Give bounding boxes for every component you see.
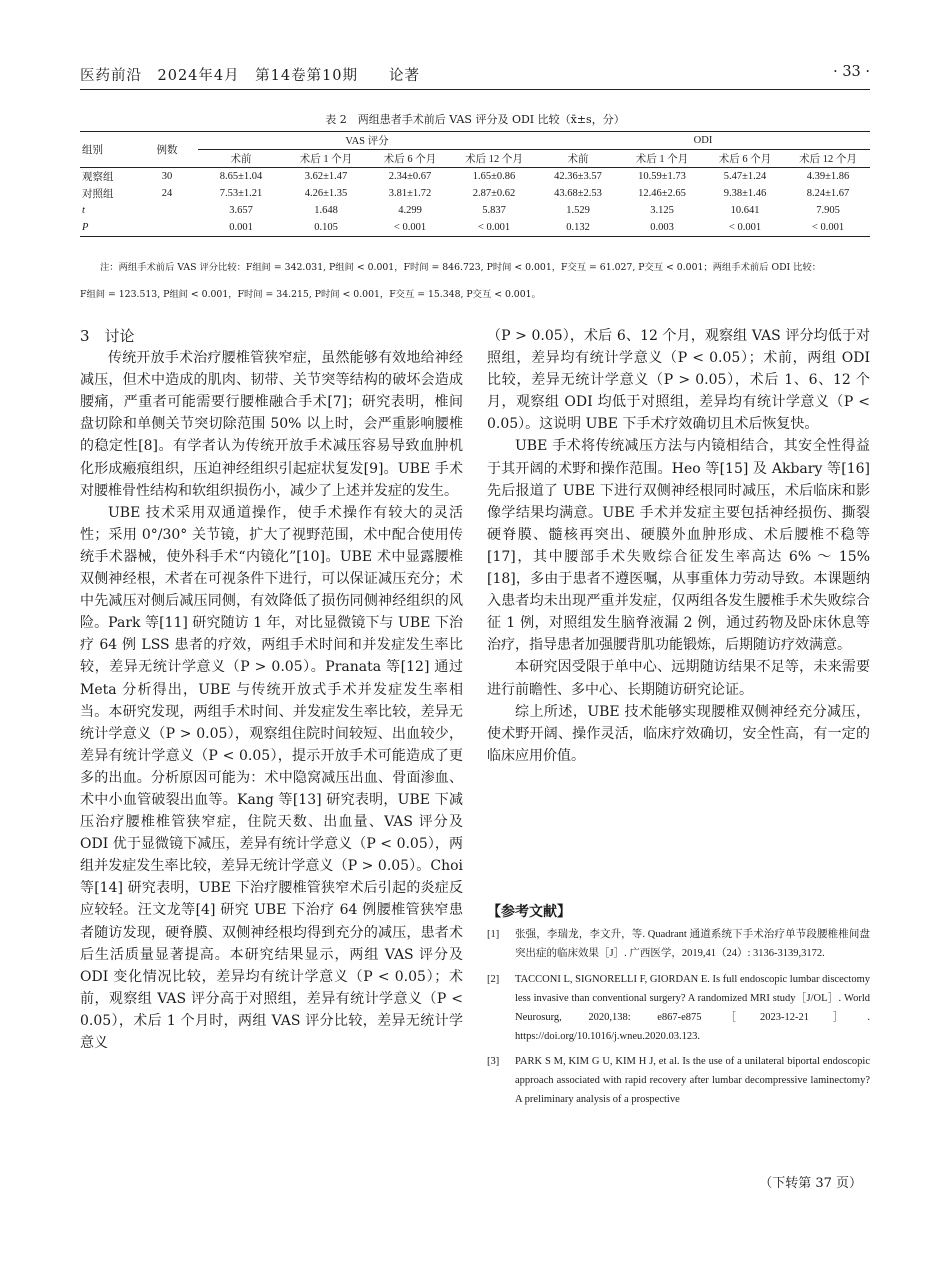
reference-text: PARK S M, KIM G U, KIM H J, et al. Is the use of a unilateral biportal endoscopic approach associated with rapid recovery after lumbar decompressive laminectomy? A preliminary analysis of a prospective xyxy=(515,1056,870,1106)
table-cell xyxy=(136,202,198,219)
table-cell: 10.59±1.73 xyxy=(638,171,686,182)
paragraph-1: 传统开放手术治疗腰椎管狭窄症，虽然能够有效地给神经减压，但术中造成的肌肉、韧带、关节突等结构的破坏会造成腰痛，严重者可能需要行腰椎融合手术[7]；研究表明，椎间盘切除和单侧关节突切除范围 50% 以上时，会严重影响腰椎的稳定性[8]。有学者认为传统开放手术减压容易导致血肿机化形成瘢痕组织，压迫神经组织引起症状复发[9]。UBE 手术对腰椎骨性结构和软组织损伤小，减少了上述并发症的发生。 xyxy=(80,350,463,499)
table-cell: 9.38±1.46 xyxy=(723,188,767,199)
header-odi-1m: 术后 1 个月 xyxy=(620,150,704,168)
header-vas-pre: 术前 xyxy=(198,150,284,168)
continued-note: （下转第 37 页） xyxy=(759,1176,862,1191)
table-cell: 3.657 xyxy=(229,205,253,216)
table-row xyxy=(80,219,870,237)
header-group: 组别 xyxy=(80,132,136,168)
reference-item xyxy=(487,926,870,964)
table-note-line1: 注：两组手术前后 VAS 评分比较：F组间 = 342.031, P组间 < 0.001，F时间 = 846.723, P时间 < 0.001，F交互 = 61.027, P交互 < 0.001；两组手术前后 ODI 比较： xyxy=(100,262,822,273)
table-cell: < 0.001 xyxy=(786,219,870,237)
header-rule xyxy=(80,89,870,90)
header-vas: VAS 评分 xyxy=(198,132,536,150)
table-cell: 2.34±0.67 xyxy=(388,171,432,182)
reference-list xyxy=(487,926,870,1117)
reference-item xyxy=(487,971,870,1047)
table-cell: < 0.001 xyxy=(368,219,452,237)
table-row xyxy=(80,202,870,219)
header-vas-12m: 术后 12 个月 xyxy=(452,150,536,168)
reference-text: 张强，李瑞龙，李文升，等. Quadrant 通道系统下手术治疗单节段腰椎椎间盘突出症的临床效果［J］. 广西医学，2019,41（24）: 3136-3139,3172. xyxy=(515,929,870,959)
table-caption: 表 2 两组患者手术前后 VAS 评分及 ODI 比较（x̄±s，分） xyxy=(325,113,625,126)
paragraph-2-continued: （P > 0.05），术后 6、12 个月，观察组 VAS 评分均低于对照组，差异均有统计学意义（P < 0.05）；术前，两组 ODI 比较，差异无统计学意义（P > 0.05），术后 1、6、12 个月，观察组 ODI 均低于对照组，差异均有统计学意义（P < 0.05）。这说明 UBE 下手术疗效确切且术后恢复快。 xyxy=(487,328,870,433)
table-cell: 5.837 xyxy=(482,205,506,216)
reference-number: [1] xyxy=(487,929,500,940)
table-cell: 10.641 xyxy=(730,205,760,216)
table-cell: < 0.001 xyxy=(704,219,786,237)
running-header xyxy=(80,64,870,86)
header-vas-6m: 术后 6 个月 xyxy=(368,150,452,168)
table-cell: 对照组 xyxy=(82,189,114,200)
table-cell: 2.87±0.62 xyxy=(472,188,516,199)
table-cell: 4.39±1.86 xyxy=(806,171,850,182)
table-cell: 7.905 xyxy=(816,205,840,216)
page-number: · 33 · xyxy=(833,64,870,80)
table-cell: 24 xyxy=(161,188,173,199)
table-cell: 3.81±1.72 xyxy=(388,188,432,199)
table-cell: < 0.001 xyxy=(452,219,536,237)
table-cell: 0.132 xyxy=(536,219,620,237)
table-cell: 0.105 xyxy=(284,219,368,237)
section-heading: 3 讨论 xyxy=(80,327,135,345)
table-cell: 4.26±1.35 xyxy=(304,188,348,199)
table-cell: 1.65±0.86 xyxy=(472,171,516,182)
table-cell: 0.003 xyxy=(620,219,704,237)
vas-odi-table xyxy=(80,131,870,237)
right-column xyxy=(487,325,870,767)
table-row xyxy=(80,168,870,186)
table-cell: 12.46±2.65 xyxy=(638,188,686,199)
references-heading: 【参考文献】 xyxy=(487,904,571,920)
table-cell xyxy=(136,219,198,237)
table-cell: P xyxy=(80,219,136,237)
table-cell: 3.62±1.47 xyxy=(304,171,348,182)
table-cell: 8.65±1.04 xyxy=(219,171,263,182)
table-cell: 观察组 xyxy=(82,172,114,183)
table-cell: 3.125 xyxy=(650,205,674,216)
reference-number: [2] xyxy=(487,973,500,985)
table-cell: 30 xyxy=(161,171,173,182)
reference-text: TACCONI L, SIGNORELLI F, GIORDAN E. Is full endoscopic lumbar discectomy less invasive than conventional surgery? A randomized MRI study［J/OL］. World Neurosurg, 2020,138: e867-e875［2023-12-21］. https://doi.org/10.1016/j.wneu.2020.03.123. xyxy=(515,973,870,1042)
paragraph-3: UBE 手术将传统减压方法与内镜相结合，其安全性得益于其开阔的术野和操作范围。Heo 等[15] 及 Akbary 等[16] 先后报道了 UBE 下进行双侧神经根同时减压，术后临床和影像学结果均满意。UBE 手术并发症主要包括神经损伤、撕裂硬脊膜、髓核再突出、硬膜外血肿形成、术后腰椎不稳等[17]，其中腰部手术失败综合征发生率高达 6% ～ 15%[18]，多由于患者不遵医嘱，从事重体力劳动导致。本课题纳入患者均未出现严重并发症，仅两组各发生腰椎手术失败综合征 1 例，对照组发生脑脊液漏 2 例，通过药物及卧床休息等治疗，指导患者加强腰背肌功能锻炼，后期随访疗效满意。 xyxy=(487,438,870,654)
table-cell: 1.648 xyxy=(314,205,338,216)
paragraph-5: 综上所述，UBE 技术能够实现腰椎双侧神经充分减压，使术野开阔、操作灵活，临床疗效确切，安全性高，有一定的临床应用价值。 xyxy=(487,703,870,764)
header-odi-pre: 术前 xyxy=(536,150,620,168)
table-cell: 1.529 xyxy=(566,205,590,216)
header-count: 例数 xyxy=(136,132,198,168)
header-odi-12m: 术后 12 个月 xyxy=(786,150,870,168)
table-cell: 8.24±1.67 xyxy=(806,188,850,199)
table-cell: 0.001 xyxy=(198,219,284,237)
header-odi-6m: 术后 6 个月 xyxy=(704,150,786,168)
table-note-line2: F组间 = 123.513, P组间 < 0.001，F时间 = 34.215, P时间 < 0.001，F交互 = 15.348, P交互 < 0.001。 xyxy=(80,289,541,300)
paragraph-4: 本研究因受限于单中心、远期随访结果不足等，未来需要进行前瞻性、多中心、长期随访研究论证。 xyxy=(487,659,870,698)
table-cell: 7.53±1.21 xyxy=(219,188,263,199)
reference-number: [3] xyxy=(487,1056,500,1068)
table-cell: 43.68±2.53 xyxy=(554,188,602,199)
table-cell: 5.47±1.24 xyxy=(723,171,767,182)
table-note xyxy=(80,254,870,308)
table-cell: 42.36±3.57 xyxy=(554,171,602,182)
left-column xyxy=(80,325,463,1054)
header-odi: ODI xyxy=(536,132,870,150)
table-cell: t xyxy=(82,205,85,216)
table-cell: 4.299 xyxy=(398,205,422,216)
journal-info: 医药前沿 2024年4月 第14卷第10期 论著 xyxy=(80,68,421,84)
paragraph-2: UBE 技术采用双通道操作，使手术操作有较大的灵活性；采用 0°/30° 关节镜，扩大了视野范围，术中配合使用传统手术器械，使外科手术“内镜化”[10]。UBE 术中显露腰椎双侧神经根，术者在可视条件下进行，可以保证减压充分；术中先减压对侧后减压同侧，有效降低了损伤同侧神经组织的风险。Park 等[11] 研究随访 1 年，对比显微镜下与 UBE 下治疗 64 例 LSS 患者的疗效，两组手术时间和并发症发生率比较，差异无统计学意义（P > 0.05）。Pranata 等[12] 通过 Meta 分析得出，UBE 与传统开放式手术并发症发生率相当。本研究发现，两组手术时间、并发症发生率比较，差异无统计学意义（P > 0.05），观察组住院时间较短、出血较少，差异有统计学意义（P < 0.05），提示开放手术可能造成了更多的出血。分析原因可能为：术中隐窝减压出血、骨面渗血、术中小血管破裂出血等。Kang 等[13] 研究表明，UBE 下减压治疗腰椎椎管狭窄症，住院天数、出血量、VAS 评分及 ODI 优于显微镜下减压，差异有统计学意义（P < 0.05），两组并发症发生率比较，差异无统计学意义（P > 0.05）。Choi 等[14] 研究表明，UBE 下治疗腰椎管狭窄术后引起的炎症反应较轻。汪文龙等[4] 研究 UBE 下治疗 64 例腰椎管狭窄患者随访发现，硬脊膜、双侧神经根均得到充分的减压，患者术后生活质量显著提高。本研究结果显示，两组 VAS 评分及 ODI 变化情况比较，差异均有统计学意义（P < 0.05）；术前，观察组 VAS 评分高于对照组，差异有统计学意义（P < 0.05），术后 1 个月时，两组 VAS 评分比较，差异无统计学意义 xyxy=(80,504,463,1051)
table-row xyxy=(80,185,870,202)
header-vas-1m: 术后 1 个月 xyxy=(284,150,368,168)
reference-item xyxy=(487,1053,870,1110)
